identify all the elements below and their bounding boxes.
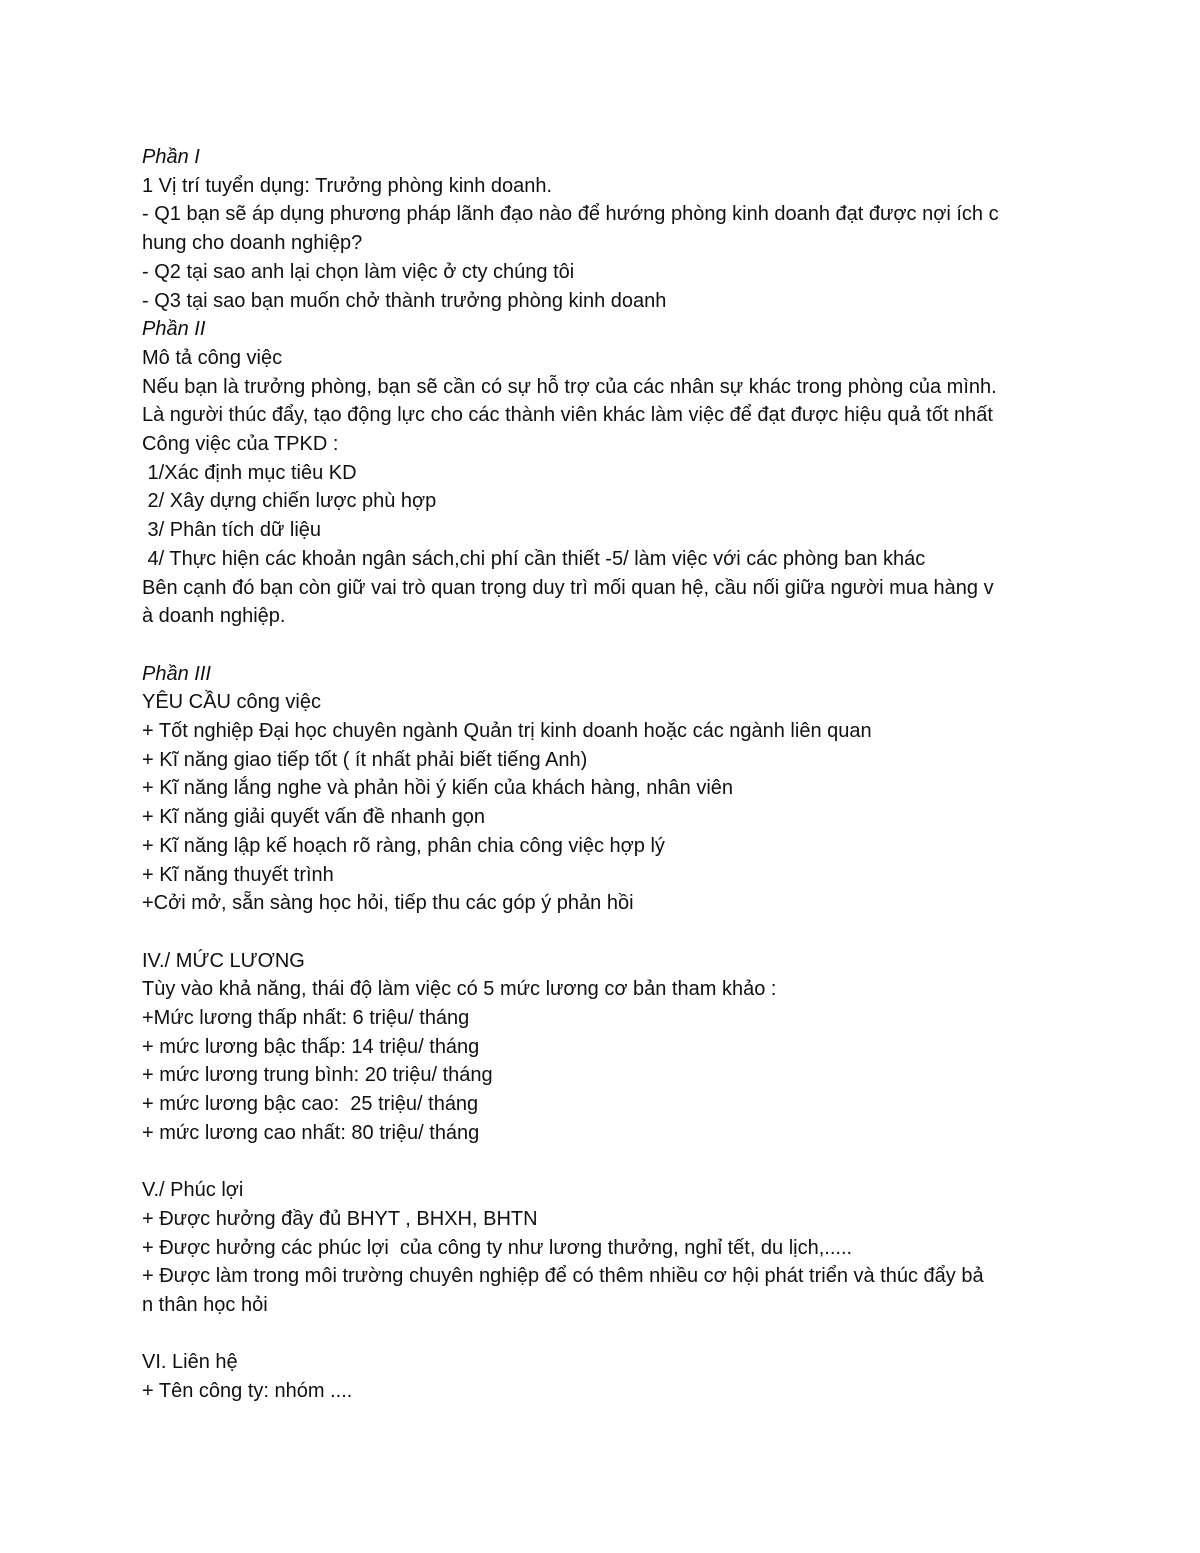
part6-heading: VI. Liên hệ	[142, 1351, 238, 1374]
spacer	[142, 918, 1072, 947]
task-item: 2/ Xây dựng chiến lược phù hợp	[142, 490, 437, 513]
requirement-item: + Kĩ năng lập kế hoạch rõ ràng, phân chia công việc hợp lý	[142, 834, 665, 857]
part1-heading: Phần I	[142, 146, 200, 168]
question-3: - Q3 tại sao bạn muốn chở thành trưởng phòng kinh doanh	[142, 289, 667, 312]
requirement-item: + Kĩ năng giao tiếp tốt ( ít nhất phải biết tiếng Anh)	[142, 748, 588, 771]
part2-title: Mô tả công việc	[142, 346, 283, 369]
task-item: 1/Xác định mục tiêu KD	[142, 461, 357, 484]
salary-item: + mức lương bậc cao: 25 triệu/ tháng	[142, 1093, 479, 1116]
salary-item: + mức lương trung bình: 20 triệu/ tháng	[142, 1064, 493, 1087]
part2-heading: Phần II	[142, 318, 206, 341]
spacer	[142, 1148, 1072, 1177]
part5-heading: V./ Phúc lợi	[142, 1179, 244, 1202]
salary-item: +Mức lương thấp nhất: 6 triệu/ tháng	[142, 1007, 470, 1030]
task-item: 3/ Phân tích dữ liệu	[142, 519, 322, 542]
part3-heading: Phần III	[142, 662, 211, 685]
question-2: - Q2 tại sao anh lại chọn làm việc ở cty chúng tôi	[142, 260, 575, 283]
requirement-item: + Kĩ năng giải quyết vấn đề nhanh gọn	[142, 806, 486, 829]
spacer	[142, 1320, 1072, 1349]
document-body	[142, 143, 1072, 1406]
position-line: 1 Vị trí tuyển dụng: Trưởng phòng kinh doanh.	[142, 174, 553, 197]
benefit-item: + Được hưởng các phúc lợi của công ty như lương thưởng, nghỉ tết, du lịch,.....	[142, 1236, 853, 1259]
salary-item: + mức lương cao nhất: 80 triệu/ tháng	[142, 1121, 480, 1144]
benefit-item: + Được hưởng đầy đủ BHYT , BHXH, BHTN	[142, 1207, 538, 1230]
requirement-item: + Tốt nghiệp Đại học chuyên ngành Quản trị kinh doanh hoặc các ngành liên quan	[142, 720, 872, 743]
benefit-item-line1: + Được làm trong môi trường chuyên nghiệp để có thêm nhiều cơ hội phát triển và thúc đẩy bả	[142, 1265, 984, 1288]
requirement-item: +Cởi mở, sẵn sàng học hỏi, tiếp thu các góp ý phản hồi	[142, 892, 634, 915]
spacer	[142, 631, 1072, 660]
part3-title: YÊU CẦU công việc	[142, 691, 321, 714]
salary-intro: Tùy vào khả năng, thái độ làm việc có 5 mức lương cơ bản tham khảo :	[142, 978, 777, 1001]
salary-item: + mức lương bậc thấp: 14 triệu/ tháng	[142, 1035, 480, 1058]
part2-closing-line1: Bên cạnh đó bạn còn giữ vai trò quan trọng duy trì mối quan hệ, cầu nối giữa người mua hàng v	[142, 576, 994, 599]
requirement-item: + Kĩ năng lắng nghe và phản hồi ý kiến của khách hàng, nhân viên	[142, 777, 734, 800]
part2-text-line1: Nếu bạn là trưởng phòng, bạn sẽ cần có sự hỗ trợ của các nhân sự khác trong phòng của mình.	[142, 375, 997, 398]
benefit-item-line2: n thân học hỏi	[142, 1294, 268, 1317]
question-1-line1: - Q1 bạn sẽ áp dụng phương pháp lãnh đạo nào để hướng phòng kinh doanh đạt được nợi ích c	[142, 203, 999, 226]
requirement-item: + Kĩ năng thuyết trình	[142, 863, 334, 886]
part2-closing-line2: à doanh nghiệp.	[142, 605, 286, 628]
task-item: 4/ Thực hiện các khoản ngân sách,chi phí cần thiết -5/ làm việc với các phòng ban khác	[142, 547, 926, 570]
part4-heading: IV./ MỨC LƯƠNG	[142, 949, 305, 972]
part2-text-line2: Là người thúc đẩy, tạo động lực cho các thành viên khác làm việc để đạt được hiệu quả tốt nhất	[142, 404, 993, 427]
contact-item: + Tên công ty: nhóm ....	[142, 1380, 353, 1403]
part2-text-line3: Công việc của TPKD :	[142, 433, 339, 456]
question-1-line2: hung cho doanh nghiệp?	[142, 232, 363, 255]
